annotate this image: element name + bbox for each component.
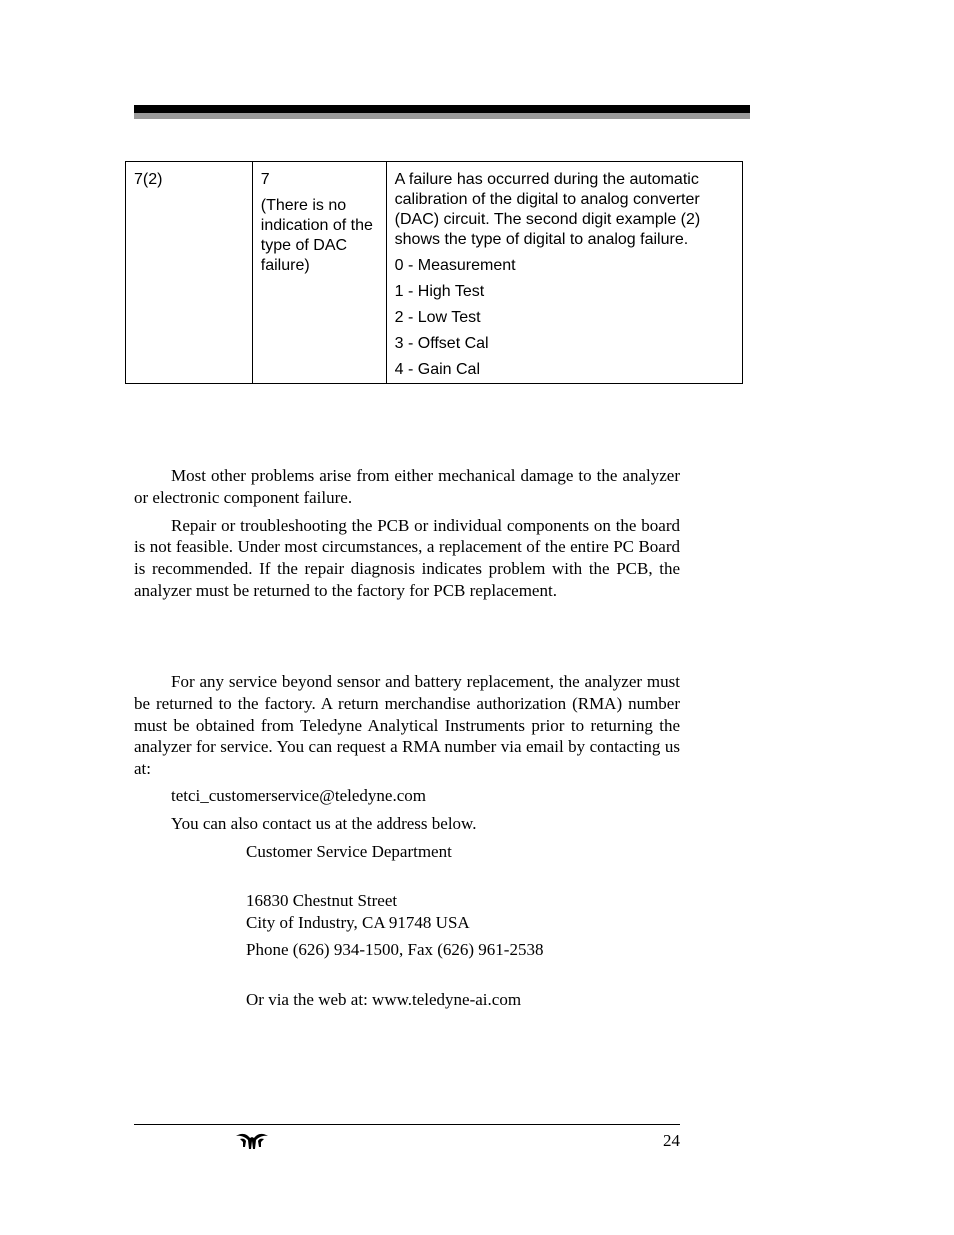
contact-web: Or via the web at: www.teledyne-ai.com	[246, 990, 522, 1009]
address-intro: You can also contact us at the address below.	[171, 814, 477, 833]
display-code-note: (There is no indication of the type of DAC failure)	[260, 197, 373, 274]
failure-type-list	[395, 256, 734, 380]
paragraph-rma: For any service beyond sensor and battery replacement, the analyzer must be returned to the factory. A return merchandise authorization (RMA) number must be obtained from Teledyne Analytical Instruments prior to returning the analyzer for service. You can request a RMA number via email by contacting us at:	[134, 672, 680, 779]
list-item: 2 - Low Test	[394, 309, 481, 326]
header-rule-dark	[134, 105, 750, 113]
display-code-cell	[252, 162, 386, 384]
footer-rule	[134, 1124, 680, 1125]
paragraph-mechanical-damage: Most other problems arise from either mechanical damage to the analyzer or electronic component failure.	[134, 466, 680, 507]
table-row	[126, 162, 743, 384]
service-section	[134, 671, 680, 780]
paragraph-pcb-repair: Repair or troubleshooting the PCB or individual components on the board is not feasible. Under most circumstances, a replacement of the entire PC Board is recommended. If the repair diagnosis indicates problem with the PCB, the analyzer must be returned to the factory for PCB replacement.	[134, 515, 680, 600]
error-code-table	[125, 161, 743, 384]
list-item: 3 - Offset Cal	[394, 335, 489, 352]
contact-city: City of Industry, CA 91748 USA	[246, 913, 470, 932]
list-item: 1 - High Test	[394, 283, 485, 300]
display-code: 7	[260, 171, 270, 188]
page-number: 24	[663, 1131, 680, 1150]
description-cell	[386, 162, 742, 384]
header-rule-gray	[134, 113, 750, 119]
contact-phone: Phone (626) 934-1500, Fax (626) 961-2538	[246, 940, 544, 959]
contact-department: Customer Service Department	[246, 842, 452, 861]
contact-email: tetci_customerservice@teledyne.com	[171, 786, 426, 805]
teledyne-logo-icon	[234, 1131, 270, 1151]
error-code-cell	[126, 162, 253, 384]
error-code: 7(2)	[134, 171, 163, 188]
list-item: 0 - Measurement	[394, 257, 516, 274]
troubleshooting-section	[134, 465, 680, 602]
contact-street: 16830 Chestnut Street	[246, 891, 398, 910]
list-item: 4 - Gain Cal	[394, 361, 481, 378]
error-description: A failure has occurred during the automatic calibration of the digital to analog converter (DAC) circuit. The second digit example (2) shows the type of digital to analog failure.	[394, 171, 701, 248]
